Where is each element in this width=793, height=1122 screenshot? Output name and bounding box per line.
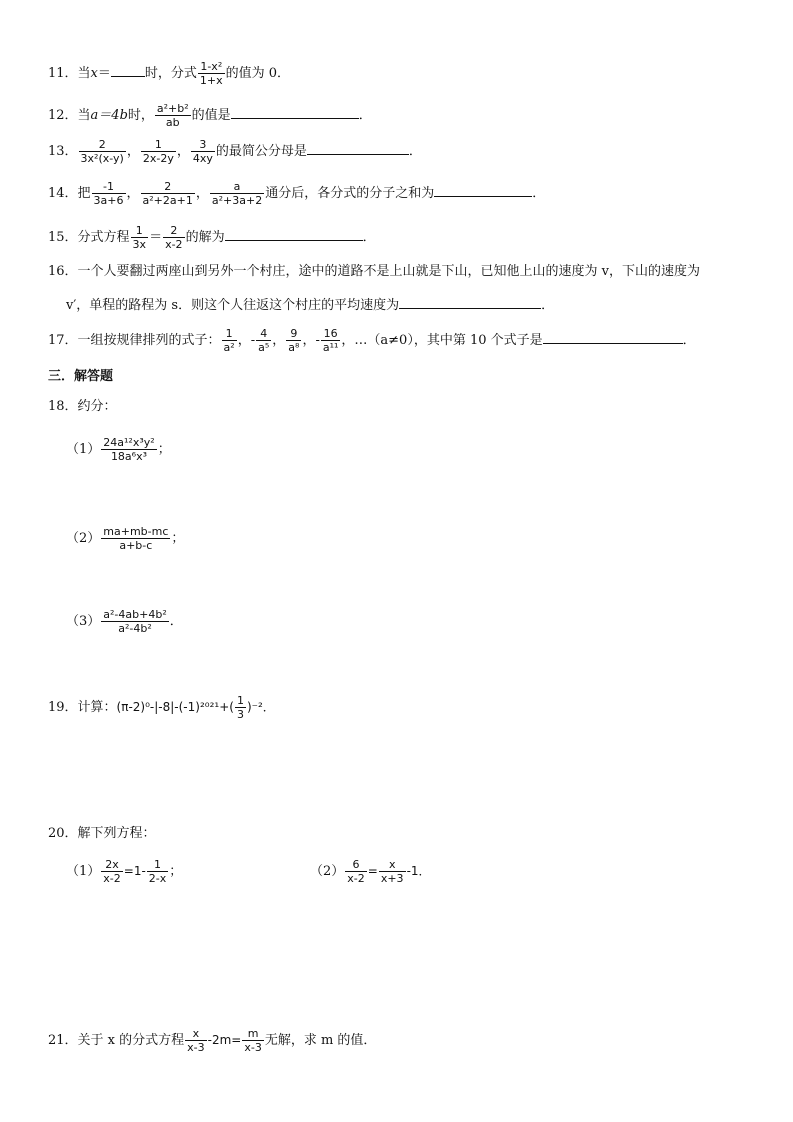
question-18-part2: [66, 525, 184, 552]
numerator: 1: [131, 224, 149, 238]
q15-end: ．: [362, 230, 376, 245]
q13-post: 的最简公分母是: [215, 144, 307, 159]
q17-text: 17．一组按规律排列的式子：: [48, 333, 221, 348]
fraction: [79, 138, 126, 165]
answer-blank[interactable]: [225, 227, 363, 241]
q21-text: 21．关于 x 的分式方程: [48, 1033, 185, 1048]
numerator: -1: [92, 180, 126, 194]
denominator: a²: [223, 341, 235, 354]
q13-end: ．: [408, 144, 422, 159]
answer-blank[interactable]: [399, 295, 541, 309]
answer-blank[interactable]: [307, 141, 409, 155]
equation-mid: =: [367, 864, 378, 878]
fraction: [210, 180, 264, 207]
q13-text: 13．: [48, 144, 78, 159]
q16-end: ．: [541, 298, 555, 313]
denominator: ab: [165, 116, 180, 129]
denominator: a²+3a+2: [211, 194, 263, 207]
q12-mid: 时，: [127, 108, 154, 123]
numerator: 4: [256, 327, 271, 341]
fraction: [141, 138, 176, 165]
fraction: [286, 327, 301, 354]
denominator: a⁵: [258, 341, 270, 354]
denominator: x-3: [187, 1041, 205, 1054]
answer-blank[interactable]: [111, 63, 145, 77]
numerator: ma+mb-mc: [103, 525, 169, 538]
denominator: 3a+6: [93, 194, 124, 207]
equation-mid: -2m=: [207, 1033, 242, 1047]
numerator: 1: [236, 694, 244, 707]
q12-text: 12．当: [48, 108, 91, 123]
numerator: m: [242, 1027, 263, 1041]
part-end: ．: [169, 614, 183, 629]
part-end: ；: [169, 864, 183, 879]
q14-text: 14．把: [48, 186, 91, 201]
numerator: x: [379, 858, 406, 872]
denominator: a²-4b²: [118, 622, 152, 635]
fraction: [256, 327, 271, 354]
fraction: [101, 608, 168, 635]
denominator: a+b-c: [119, 539, 153, 552]
numerator: 2x: [101, 858, 122, 872]
denominator: x-2: [347, 872, 365, 885]
numerator: 3: [191, 138, 215, 152]
denominator: a¹¹: [322, 341, 339, 354]
denominator: 4xy: [192, 152, 213, 165]
q19-expr: (π-2)⁰-|-8|-(-1)²⁰²¹+(: [116, 700, 234, 714]
question-20-part2: [310, 858, 431, 885]
numerator: 1-x²: [198, 60, 225, 74]
question-16-line2: [66, 295, 554, 315]
q12-cond: a＝4b: [90, 108, 128, 123]
numerator: 2: [141, 180, 195, 194]
q11-eq: ＝: [97, 66, 111, 81]
q12-post: 的值是: [191, 108, 231, 123]
fraction: [101, 525, 170, 552]
section-heading: 三．解答题: [48, 369, 114, 384]
question-14: 14．把 $\frac{-1}{3a+6}$ ， $\frac{2}{\text{a²+2a+1}}$ ， $\frac{a}{\text{a²+3a+2}}$ 通分后，各分式的分子之和为 ．: [48, 180, 546, 207]
question-18-title: 18．约分：: [48, 399, 117, 414]
q11-mid: 时，分式: [144, 66, 197, 81]
fraction: [131, 224, 149, 251]
fraction: [222, 327, 237, 354]
question-13: 13． $\frac{2}{\text{3x²(x-y)}}$ ， $\frac{1}{2x-2y}$ ， $\frac{3}{4xy}$ 的最简公分母是 ．: [48, 138, 422, 165]
numerator: a²+b²: [156, 102, 189, 115]
denominator: x-2: [103, 872, 121, 885]
answer-blank[interactable]: [543, 330, 683, 344]
q19-post: )⁻²．: [246, 700, 275, 714]
question-11: [48, 60, 290, 87]
fraction: [235, 694, 246, 721]
denominator: 3: [236, 708, 244, 721]
numerator: x: [185, 1027, 206, 1041]
numerator: 1: [147, 858, 168, 872]
part-label: （1）: [66, 442, 101, 457]
question-16-line1: 16．一个人要翻过两座山到另外一个村庄，途中的道路不是上山就是下山，已知他上山的速度为 v，下山的速度为: [48, 264, 701, 279]
numerator: 9: [286, 327, 301, 341]
q11-post: 的值为 0．: [225, 66, 291, 81]
numerator: a²-4ab+4b²: [103, 608, 167, 621]
q15-post: 的解为: [185, 230, 225, 245]
question-17: 17．一组按规律排列的式子： $\frac{1}{\text{a²}}$ ，- $\frac{4}{\text{a⁵}}$ ， $\frac{9}{\text{a⁸}}$ ，- $\frac{16}{\text{a¹¹}}$ ，…（a≠0），其中第 10 个式子是 ．: [48, 327, 696, 354]
part-end: ；: [157, 442, 171, 457]
q14-end: ．: [532, 186, 546, 201]
question-19: [48, 694, 275, 721]
fraction: [141, 180, 195, 207]
q16-text: v′，单程的路程为 s．则这个人往返这个村庄的平均速度为: [66, 298, 400, 313]
fraction: [321, 327, 341, 354]
q14-post: 通分后，各分式的分子之和为: [265, 186, 435, 201]
part-label: （2）: [310, 864, 345, 879]
denominator: 2-x: [148, 872, 167, 885]
denominator: a⁸: [288, 341, 300, 354]
q19-text: 19．计算：: [48, 700, 117, 715]
denominator: x-3: [244, 1041, 262, 1054]
q17-end: ．: [682, 333, 696, 348]
part-end: -1．: [406, 864, 431, 878]
q11-var: x: [90, 66, 98, 81]
q12-end: ．: [358, 108, 372, 123]
denominator: 3x²(x-y): [80, 152, 124, 165]
fraction: [101, 436, 156, 463]
part-end: ；: [171, 531, 185, 546]
question-18-part3: [66, 608, 183, 635]
fraction: [163, 224, 184, 251]
denominator: 18a⁶x³: [110, 450, 148, 463]
answer-blank[interactable]: [434, 183, 532, 197]
denominator: 2x-2y: [142, 152, 174, 165]
part-label: （3）: [66, 614, 101, 629]
fraction: [191, 138, 215, 165]
denominator: 1+x: [199, 74, 223, 87]
question-20-part1: [66, 858, 182, 885]
numerator: 16: [321, 327, 341, 341]
q11-text: 11．当: [48, 66, 91, 81]
question-20-title: 20．解下列方程：: [48, 826, 156, 841]
numerator: 1: [222, 327, 237, 341]
part-label: （2）: [66, 531, 101, 546]
q17-mid: ，…（a≠0），其中第 10 个式子是: [341, 333, 543, 348]
q15-eq: ＝: [149, 230, 163, 245]
fraction: [242, 1027, 263, 1054]
denominator: a²+2a+1: [142, 194, 193, 207]
question-21: [48, 1027, 376, 1054]
part-label: （1）: [66, 864, 101, 879]
numerator: a: [210, 180, 264, 194]
answer-blank[interactable]: [231, 105, 359, 119]
fraction: [345, 858, 366, 885]
question-15: [48, 224, 376, 251]
denominator: 3x: [132, 238, 147, 251]
equation-mid: =1-: [123, 864, 146, 878]
denominator: x+3: [380, 872, 404, 885]
numerator: 2: [79, 138, 126, 152]
fraction: [379, 858, 406, 885]
fraction: [101, 858, 122, 885]
question-12: [48, 102, 372, 129]
fraction: [92, 180, 126, 207]
question-18-part1: [66, 436, 171, 463]
numerator: 6: [345, 858, 366, 872]
fraction: [198, 60, 225, 87]
fraction: [185, 1027, 206, 1054]
numerator: 24a¹²x³y²: [103, 436, 155, 449]
numerator: 1: [141, 138, 176, 152]
q21-post: 无解，求 m 的值．: [264, 1033, 377, 1048]
fraction: [155, 102, 191, 129]
denominator: x-2: [165, 238, 183, 251]
fraction: [147, 858, 168, 885]
numerator: 2: [163, 224, 184, 238]
q15-text: 15．分式方程: [48, 230, 130, 245]
